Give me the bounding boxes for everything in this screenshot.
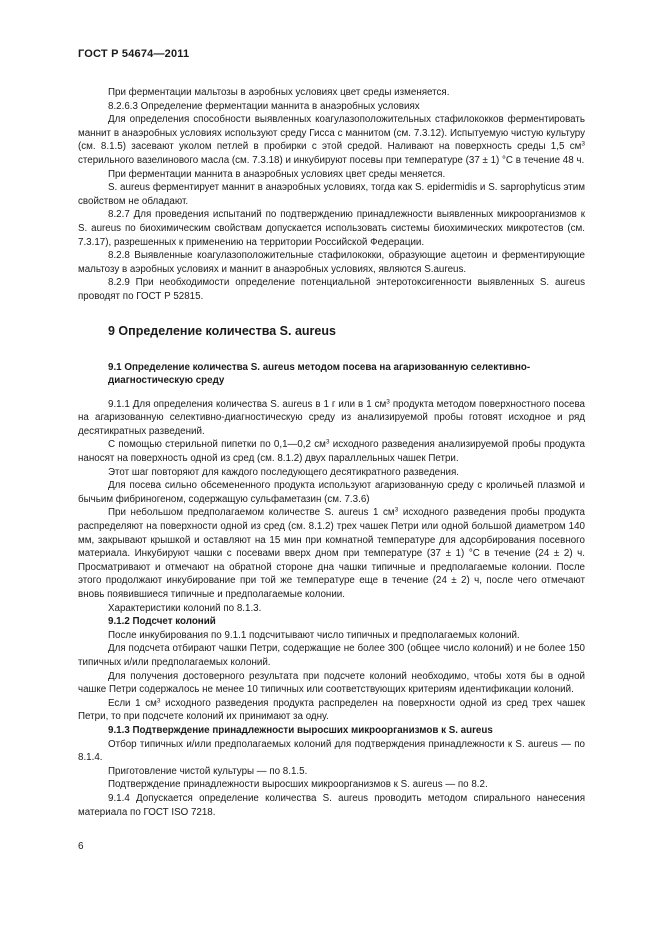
paragraph: При небольшом предполагаемом количестве S. aureus 1 $см^3$ исходного разведения пробы продукта распределяют на поверхности одной из сред (см. 8.1.2) трех чашек Петри или одной большой диаметром 140 мм, закрывают крышкой и оставляют на 15 мин при комнатной температуре для адсорбирования посевного материала. Инкубируют чашки с посевами вверх дном при температуре (37 ± 1) °С в течение (24 ± 2) ч. Просматривают и отмечают на обратной стороне дна чашки типичные и предполагаемые колонии. После этого продолжают инкубирование при той же температуре еще в течение (24 ± 2) ч, после чего отмечают вновь появившиеся типичные и предполагаемые колонии. bbox=[78, 506, 585, 600]
document-body bbox=[78, 86, 585, 819]
paragraph: Этот шаг повторяют для каждого последующего десятикратного разведения. bbox=[108, 466, 460, 478]
paragraph: При ферментации мальтозы в аэробных условиях цвет среды изменяется. bbox=[108, 87, 450, 98]
clause-9-1-1: 9.1.1 Для определения количества S. aureus в 1 г или в 1 $см^3$ продукта методом поверхностного посева на агаризованную селективно-диагностическую среду из анализируемой пробы готовят исходное и ряд десятикратных разведений. bbox=[78, 398, 585, 437]
paragraph: Подтверждение принадлежности выросших микроорганизмов к S. aureus — по 8.2. bbox=[108, 779, 488, 791]
paragraph: С помощью стерильной пипетки по 0,1—0,2 $см^3$ исходного разведения анализируемой пробы продукта наносят на поверхность одной из сред (см. 8.1.2) двух параллельных чашек Петри. bbox=[78, 438, 585, 465]
paragraph: Характеристики колоний по 8.1.3. bbox=[108, 602, 262, 614]
paragraph: После инкубирования по 9.1.1 подсчитывают число типичных и предполагаемых колоний. bbox=[108, 629, 520, 641]
subsection-9-1-3-heading: 9.1.3 Подтверждение принадлежности выросших микроорганизмов к S. aureus bbox=[108, 724, 493, 736]
clause-9-1-4: 9.1.4 Допускается определение количества S. aureus проводить методом спирального нанесения материала по ГОСТ ISO 7218. bbox=[78, 792, 585, 818]
paragraph: Для получения достоверного результата при подсчете колоний необходимо, чтобы хотя бы в одной чашке Петри содержалось не менее 10 типичных или соответствующих критериям идентификации колоний. bbox=[78, 670, 585, 696]
document-header: ГОСТ Р 54674—2011 bbox=[78, 48, 190, 60]
section-9-1-heading: 9.1 Определение количества S. aureus методом посева на агаризованную селективно-диагностическую среду bbox=[108, 361, 531, 387]
paragraph: Если 1 $см^3$ исходного разведения продукта распределен на поверхности одной из сред трех чашек Петри, то при подсчете колоний их принимают за одну. bbox=[78, 697, 586, 723]
paragraph: При ферментации маннита в анаэробных условиях цвет среды меняется. bbox=[108, 168, 446, 180]
clause-8-2-7: 8.2.7 Для проведения испытаний по подтверждению принадлежности выявленных микроорганизмов к S. aureus по биохимическим свойствам допускается использовать системы биохимических микротестов (см. 7.3.17), разрешенных к применению на территории Российской Федерации. bbox=[78, 209, 585, 248]
paragraph: Для посева сильно обсемененного продукта используют агаризованную среду с кроличьей плазмой и бычьим фибриногеном, содержащую сульфаметазин (см. 7.3.6) bbox=[78, 480, 585, 505]
paragraph: S. aureus ферментирует маннит в анаэробных условиях, тогда как S. epidermidis и S. saprophyticus этим свойством не обладают. bbox=[78, 182, 585, 207]
clause-8-2-8: 8.2.8 Выявленные коагулазоположительные стафилококки, образующие ацетоин и ферментирующие мальтозу в аэробных условиях и маннит в анаэробных условиях, являются S.aureus. bbox=[78, 250, 585, 275]
clause-heading-8-2-6-3: 8.2.6.3 Определение ферментации маннита в анаэробных условиях bbox=[108, 100, 420, 112]
subsection-9-1-2-heading: 9.1.2 Подсчет колоний bbox=[108, 616, 216, 628]
clause-8-2-9: 8.2.9 При необходимости определение потенциальной энтеротоксигенности выявленных S. aureus проводят по ГОСТ Р 52815. bbox=[78, 277, 585, 302]
paragraph: Для определения способности выявленных коагулазоположительных стафилококков ферментировать маннит в анаэробных условиях используют среду Гисса с маннитом (см. 7.3.12). Испытуемую чистую культуру (см. 8.1.5) засевают уколом петлей в пробирки с этой средой. Наливают на поверхность среды 1,5 $см^3$ стерильного вазелинового масла (см. 7.3.18) и инкубируют посевы при температуре (37 ± 1) °С в течение 48 ч. bbox=[78, 114, 585, 166]
page-number: 6 bbox=[78, 841, 84, 852]
paragraph: Приготовление чистой культуры — по 8.1.5. bbox=[108, 765, 308, 777]
paragraph: Отбор типичных и/или предполагаемых колоний для подтверждения принадлежности к S. aureus — по 8.1.4. bbox=[78, 738, 585, 764]
section-9-heading: 9 Определение количества S. aureus bbox=[108, 323, 336, 338]
paragraph: Для подсчета отбирают чашки Петри, содержащие не более 300 (общее число колоний) и не более 150 типичных и/или предполагаемых колоний. bbox=[78, 643, 585, 668]
